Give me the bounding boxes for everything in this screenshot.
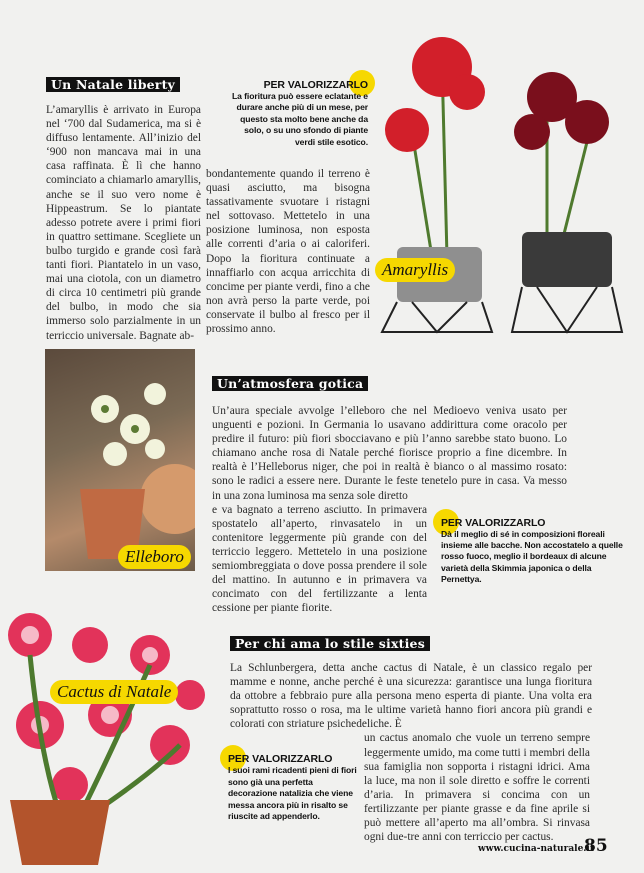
section-heading-sixties: Per chi ama lo stile sixties (230, 636, 430, 651)
callout-text: La fioritura può essere eclatante e durare anche più di un mese, per questo sta molto bene anche da solo, o su uno sfondo di piante verdi stile esotico. (232, 91, 368, 147)
photo-label-cactus: Cactus di Natale (50, 680, 178, 704)
callout-title: PER VALORIZZARLO (441, 516, 546, 529)
photo-label-amaryllis: Amaryllis (375, 258, 455, 282)
article-text-elleboro-wide: Un’aura speciale avvolge l’elleboro che nel Medioevo veniva usato per unguenti e pozioni. In Germania lo usavano addirittura come oracolo per predire il futuro: più fiori sbocciavano e più l’anno sarebbe stato buono. Lo chiamano anche rosa di Natale perché fiorisce proprio a fine dicembre. In realtà è l’Helleborus niger, che poi in realtà è bianco o al massimo rosato: sono le radici a essere nere. Durante le feste tenetelo pure in casa. Va messo in una zona luminosa ma senza sole diretto (212, 405, 567, 502)
article-text-amaryllis-col1: L’amaryllis è arrivato in Europa nel ‘700 dal Sudamerica, ma si è diffuso lentamente. All’inizio del ‘900 non mancava mai in una casa raffinata. È lì che hanno cominciato a chiamarlo amaryllis, anche se il suo vero nome è Hippeastrum. Se lo piantate adesso potrete avere i primi fiori in quattro settimane. Scegliete un bulbo turgido e grande così farà tanti fiori. Piantatelo in un vaso, mai una ciotola, con un diametro di circa 10 centimetri più grande del bulbo, in modo che sia immerso solo parzialmente in un terriccio universale. Bagnate ab- (46, 104, 201, 342)
amaryllis-photo (372, 22, 634, 342)
callout-text: Dà il meglio di sé in composizioni floreali insieme alle bacche. Non accostatelo a quelle rosso fuoco, meglio il bordeaux di alcune varietà della Skimmia japonica o della Pernettya. (441, 528, 623, 585)
article-text-amaryllis-col2: bondantemente quando il terreno è quasi asciutto, ma bisogna tassativamente svuotare i ristagni nel sottovaso. Mettetelo in una posizione luminosa, non esposta alle correnti d’aria o ai caloriferi. Dopo la fioritura continuate a innaffiarlo con acqua arricchita di concime per piante verdi, fino a che non avrà perso la parte verde, poi conservate il bulbo al fresco per il prossimo anno. (206, 168, 370, 336)
article-elleboro (212, 404, 624, 615)
article-text-cactus-wide: La Schlunbergera, detta anche cactus di Natale, è un classico regalo per mamme e nonne, anche perché è una sicurezza: garantisce una lunga fioritura da ottobre a febbraio pure alla persona meno esperta di piante. Una volta era soprattutto rosso o rosa, ma le ultime varietà hanno fiori ancora più grandi e colorati con striature psichedeliche. È (230, 662, 592, 731)
callout-elleboro (441, 517, 623, 586)
article-cactus (228, 661, 592, 844)
footer-url: www.cucina-naturale.it (478, 844, 595, 854)
article-text-elleboro-narrow: e va bagnato a terreno asciutto. In primavera spostatelo all’aperto, rinvasatelo in un contenitore leggermente più grande con del terriccio leggero. Mettetelo in una posizione semiombreggiata o dove possa prendere il sole del mattino. In autunno e in primavera va concimato con del fertilizzante a lenta cessione per piante fiorite. (212, 503, 427, 615)
callout-text: I suoi rami ricadenti pieni di fiori sono già una perfetta decorazione natalizia che viene messa ancora più in risalto se riuscite ad appenderlo. (228, 765, 357, 822)
hellebore-photo (45, 349, 195, 571)
section-heading-gotica: Un’atmosfera gotica (212, 376, 368, 391)
article-text-cactus-narrow: un cactus anomalo che vuole un terreno sempre leggermente umido, ma come tutti i membri della sua famiglia non sopporta i ristagni idrici. Ama la luce, ma non il sole diretto e soffre le correnti d’aria. In primavera si concima con un fertilizzante per piante grasse e da fine aprile si può mettere all’aperto ma all’ombra. Si rinvasa ogni due-tre anni con terriccio per cactus. (364, 732, 590, 844)
page-number: 85 (584, 836, 608, 856)
callout-title: PER VALORIZZARLO (263, 79, 368, 91)
cactus-photo (0, 575, 220, 865)
callout-amaryllis (228, 79, 368, 148)
section-heading-liberty: Un Natale liberty (46, 77, 180, 92)
callout-title: PER VALORIZZARLO (228, 753, 333, 766)
callout-cactus (228, 753, 358, 822)
photo-label-elleboro: Elleboro (118, 545, 191, 569)
